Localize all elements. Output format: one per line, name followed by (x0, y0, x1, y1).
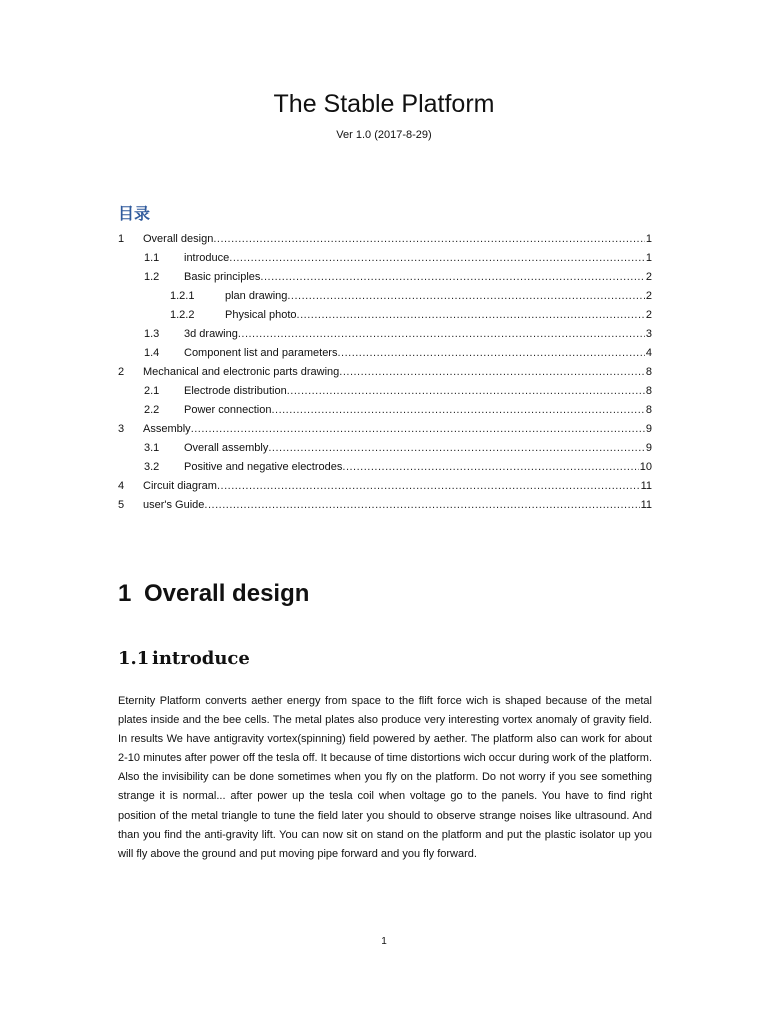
toc-leader-dots (271, 401, 644, 420)
toc-entry-page: 8 (645, 385, 652, 397)
toc-entry[interactable] (118, 458, 652, 477)
toc-entry-number: 3.1 (144, 442, 160, 454)
toc-heading: 目录 (118, 204, 151, 223)
subsection-title: introduce (152, 648, 250, 669)
toc-entry-title: Component list and parameters (184, 347, 338, 359)
toc-entry-page: 11 (640, 499, 652, 511)
toc-entry-page: 1 (645, 252, 652, 264)
section-heading (118, 580, 309, 608)
toc-entry[interactable] (118, 363, 652, 382)
toc-entry-page: 2 (645, 290, 652, 302)
toc-leader-dots (297, 306, 645, 325)
toc-leader-dots (238, 325, 645, 344)
toc-entry-title: user's Guide (143, 499, 205, 511)
toc-entry-number: 4 (118, 480, 125, 492)
toc-leader-dots (337, 344, 644, 363)
toc-entry-number: 1.2.2 (170, 309, 195, 321)
toc-entry[interactable] (118, 420, 652, 439)
toc-entry-title: Basic principles (184, 271, 261, 283)
toc-entry-page: 8 (645, 366, 652, 378)
toc-entry-page: 2 (645, 271, 652, 283)
toc-entry-page: 9 (645, 423, 652, 435)
toc-leader-dots (213, 230, 645, 249)
toc-entry-title: Overall design (143, 233, 214, 245)
section-title: Overall design (144, 580, 310, 607)
toc-entry-page: 10 (639, 461, 652, 473)
toc-entry-number: 2.2 (144, 404, 160, 416)
toc-entry-number: 1.1 (144, 252, 160, 264)
subsection-heading (118, 648, 250, 669)
toc-entry[interactable] (118, 249, 652, 268)
toc-entry-title: 3d drawing (184, 328, 238, 340)
toc-entry-number: 1.4 (144, 347, 160, 359)
toc-entry[interactable] (118, 477, 652, 496)
toc-entry-title: Physical photo (225, 309, 297, 321)
toc-entry-title: Positive and negative electrodes (184, 461, 343, 473)
toc-entry[interactable] (118, 268, 652, 287)
toc-entry-number: 2 (118, 366, 125, 378)
subsection-number: 1.1 (118, 648, 150, 669)
toc-entry-title: plan drawing (225, 290, 288, 302)
toc-entry-page: 2 (645, 309, 652, 321)
toc-entry[interactable] (118, 439, 652, 458)
toc-leader-dots (268, 439, 645, 458)
toc-entry-number: 1.2.1 (170, 290, 195, 302)
toc-entry[interactable] (118, 344, 652, 363)
document-version: Ver 1.0 (2017-8-29) (336, 129, 432, 141)
toc-entry-number: 2.1 (144, 385, 160, 397)
toc-entry-number: 1.3 (144, 328, 160, 340)
toc-entry-page: 3 (645, 328, 652, 340)
toc-entry[interactable] (118, 306, 652, 325)
page-number: 1 (381, 936, 387, 947)
toc-entry-title: Overall assembly (184, 442, 269, 454)
toc-entry-page: 8 (645, 404, 652, 416)
toc-entry-page: 1 (645, 233, 652, 245)
document-title: The Stable Platform (273, 90, 495, 118)
toc-entry-number: 1.2 (144, 271, 160, 283)
toc-entry-title: introduce (184, 252, 230, 264)
toc-entry[interactable] (118, 287, 652, 306)
toc-leader-dots (229, 249, 645, 268)
toc-leader-dots (339, 363, 645, 382)
toc-leader-dots (342, 458, 638, 477)
toc-entry-number: 3 (118, 423, 125, 435)
toc-entry[interactable] (118, 325, 652, 344)
toc-entry-title: Electrode distribution (184, 385, 287, 397)
toc-entry-title: Assembly (143, 423, 191, 435)
table-of-contents (118, 230, 652, 515)
toc-entry-page: 11 (640, 480, 652, 492)
toc-leader-dots (287, 287, 645, 306)
toc-entry-number: 1 (118, 233, 125, 245)
toc-leader-dots (191, 420, 645, 439)
toc-entry-page: 4 (645, 347, 652, 359)
toc-leader-dots (217, 477, 640, 496)
toc-entry-page: 9 (645, 442, 652, 454)
toc-entry-title: Circuit diagram (143, 480, 217, 492)
toc-leader-dots (287, 382, 645, 401)
toc-entry-title: Power connection (184, 404, 272, 416)
toc-entry-number: 5 (118, 499, 125, 511)
toc-entry[interactable] (118, 401, 652, 420)
toc-entry-number: 3.2 (144, 461, 160, 473)
section-number: 1 (118, 580, 132, 607)
toc-entry[interactable] (118, 230, 652, 249)
toc-entry[interactable] (118, 496, 652, 515)
toc-leader-dots (204, 496, 639, 515)
toc-entry-title: Mechanical and electronic parts drawing (143, 366, 340, 378)
toc-leader-dots (260, 268, 644, 287)
toc-entry[interactable] (118, 382, 652, 401)
body-paragraph: Eternity Platform converts aether energy from space to the flift force wich is shaped because of the metal plates inside and the bee cells. The metal plates also produce very interesting vortex anomaly of gravity field. In results We have antigravity vortex(spinning) field powered by aether. The platform also can work for about 2-10 minutes after power off the tesla off. It because of time distortions wich occur during work of the platform. Also the invisibility can be done sometimes when you fly on the platform. Do not worry if you see something strange it is normal... after power up the tesla coil when voltage go to the panels. You have to find right position of the metal triangle to tune the field later you should to observe strange noises like ultrasound. And than you find the anti-gravity lift. You can now sit on stand on the platform and put the plastic isolator up you will fly above the ground and put moving pipe forward and you fly forward. (118, 695, 652, 860)
